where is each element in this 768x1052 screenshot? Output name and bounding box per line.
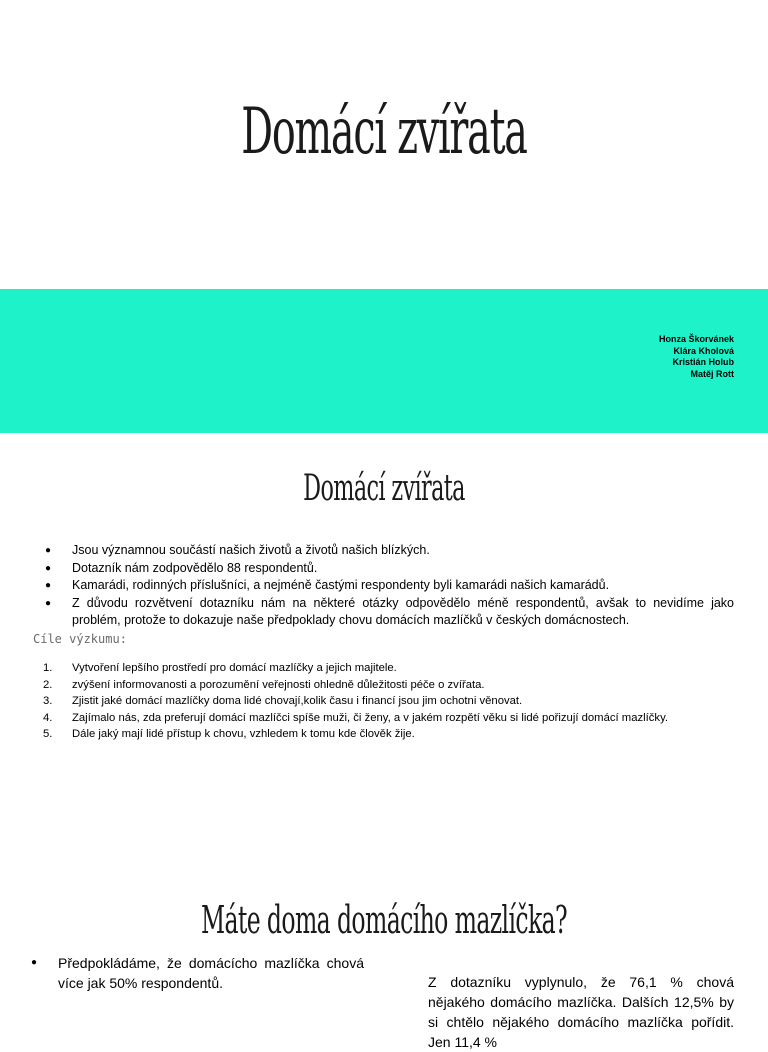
goal-item <box>43 710 742 727</box>
goal-item <box>43 726 742 743</box>
goal-item <box>43 693 742 710</box>
goal-text: Vytvoření lepšího prostředí pro domácí mazlíčky a jejich majitele. <box>72 662 397 674</box>
goals-label: Cíle výzkumu: <box>33 632 127 646</box>
slide-title: Máte doma domácího mazlíčka? <box>200 898 568 942</box>
intro-slide <box>0 433 768 871</box>
goal-number: 4. <box>43 711 53 724</box>
goal-number: 2. <box>43 678 53 691</box>
bullet-item: ● Jsou významnou součástí našich životů a životů našich blízkých. <box>72 542 734 560</box>
title-slide <box>0 0 768 433</box>
author-name: Matěj Rott <box>690 368 734 379</box>
author-name: Klára Kholová <box>673 345 734 356</box>
goal-number: 1. <box>43 662 53 674</box>
goal-number: 3. <box>43 695 53 707</box>
goal-text: zvýšení informovanosti a porozumění veřejnosti ohledně důležitosti péče o zvířata. <box>72 678 485 691</box>
presentation-title: Domácí zvířata <box>241 95 527 169</box>
bullet-item: ● Z důvodu rozvětvení dotazníku nám na některé otázky odpovědělo méně respondentů, avšak to nevidíme jako problém, protože to dokazuje naše předpoklady chovu domácích mazlíčků v českých domácnostech. <box>72 595 734 630</box>
goal-item <box>43 677 742 694</box>
goal-text: Zajímalo nás, zda preferují domácí mazlíčci spíše muži, či ženy, a v jakém rozpětí věku si lidé pořizují domácí mazlíčky. <box>72 711 669 724</box>
goal-item <box>43 660 742 677</box>
pets-slide <box>0 871 768 1050</box>
bullet-item: ● Dotazník nám zodpovědělo 88 respondentů. <box>72 560 734 578</box>
author-name: Kristián Holub <box>672 357 734 367</box>
result-text: Z dotazníku vyplynulo, že 76,1 % chová nějakého domácího mazlíčka. Dalších 12,5% by si chtělo nějakého domácího mazlíčka pořídit. Jen 11,4 % <box>428 974 734 1050</box>
goal-number: 5. <box>43 728 53 740</box>
bullet-list <box>72 542 734 630</box>
hypothesis-text: ● Předpokládáme, že domácícho mazlíčka chová více jak 50% respondentů. <box>58 953 364 993</box>
goal-text: Zjistit jaké domácí mazlíčky doma lidé chovají,kolik času i financí jsou jim ochotni věnovat. <box>72 695 523 707</box>
slide-title: Domácí zvířata <box>303 468 465 509</box>
author-list <box>659 334 734 380</box>
goal-text: Dále jaký mají lidé přístup k chovu, vzhledem k tomu kde člověk žije. <box>72 728 415 740</box>
author-name: Honza Škorvánek <box>658 334 734 344</box>
teal-band <box>0 289 768 433</box>
bullet-item: ● Kamarádi, rodinných příslušníci, a nejméně častými respondenty byli kamarádi našich kamarádů. <box>72 577 734 595</box>
goals-list <box>43 660 742 743</box>
